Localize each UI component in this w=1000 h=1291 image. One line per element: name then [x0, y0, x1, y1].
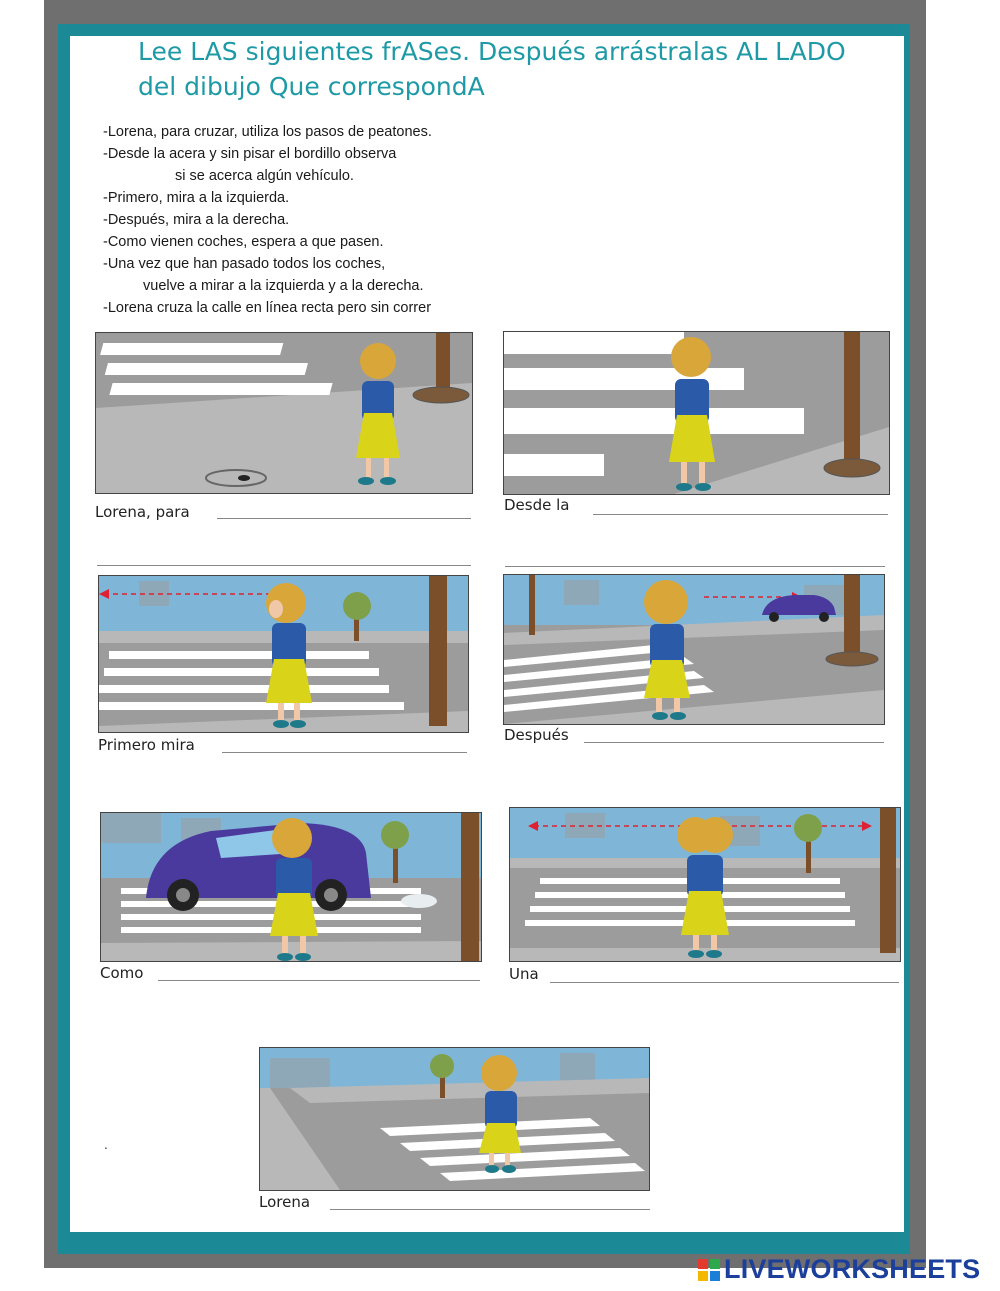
sentence-item[interactable]: -Después, mira a la derecha.	[103, 212, 290, 228]
illustration-panel-2	[503, 331, 890, 495]
illustration-panel-3	[98, 575, 469, 733]
worksheet-title	[138, 34, 858, 104]
panel-1-drop-line[interactable]	[217, 518, 471, 519]
panel-1-label: Lorena, para	[95, 503, 190, 521]
sentence-item[interactable]: -Una vez que han pasado todos los coches,	[103, 256, 386, 272]
sentence-list	[103, 121, 432, 319]
panel-1-drop-line-2[interactable]	[97, 565, 471, 566]
sentence-item[interactable]: -Como vienen coches, espera a que pasen.	[103, 234, 384, 250]
panel-7-label: Lorena	[259, 1193, 311, 1211]
illustration-panel-6	[509, 807, 901, 962]
panel-5-label: Como	[100, 964, 144, 982]
illustration-panel-1	[95, 332, 473, 494]
stray-mark: .	[104, 1138, 108, 1152]
liveworksheets-brand[interactable]: LIVEWORKSHEETS	[724, 1254, 981, 1284]
panel-2-drop-line[interactable]	[593, 514, 888, 515]
sentence-item-continuation[interactable]: vuelve a mirar a la izquierda y a la derecha.	[143, 278, 424, 294]
illustration-panel-7	[259, 1047, 650, 1191]
sentence-item[interactable]: -Lorena cruza la calle en línea recta pero sin correr	[103, 300, 432, 316]
illustration-panel-5	[100, 812, 482, 962]
illustration-panel-4	[503, 574, 885, 725]
panel-3-label: Primero mira	[98, 736, 195, 754]
panel-7-drop-line[interactable]	[330, 1209, 650, 1210]
title-line-1: Lee LAS siguientes frASes. Después arrástralas AL LADO	[138, 37, 846, 66]
sentence-item[interactable]: -Primero, mira a la izquierda.	[103, 190, 290, 206]
panel-4-drop-line[interactable]	[584, 742, 884, 743]
title-line-2: del dibujo Que correspondA	[138, 72, 485, 101]
sentence-item[interactable]: -Lorena, para cruzar, utiliza los pasos de peatones.	[103, 124, 432, 140]
panel-2-label: Desde la	[504, 496, 570, 514]
panel-6-drop-line[interactable]	[550, 982, 899, 983]
panel-2-drop-line-2[interactable]	[505, 566, 885, 567]
sentence-item-continuation[interactable]: si se acerca algún vehículo.	[175, 168, 354, 184]
panel-3-drop-line[interactable]	[222, 752, 467, 753]
panel-6-label: Una	[509, 965, 539, 983]
panel-4-label: Después	[504, 726, 569, 744]
panel-5-drop-line[interactable]	[158, 980, 480, 981]
liveworksheets-logo-icon	[698, 1259, 720, 1281]
sentence-item[interactable]: -Desde la acera y sin pisar el bordillo observa	[103, 146, 397, 162]
